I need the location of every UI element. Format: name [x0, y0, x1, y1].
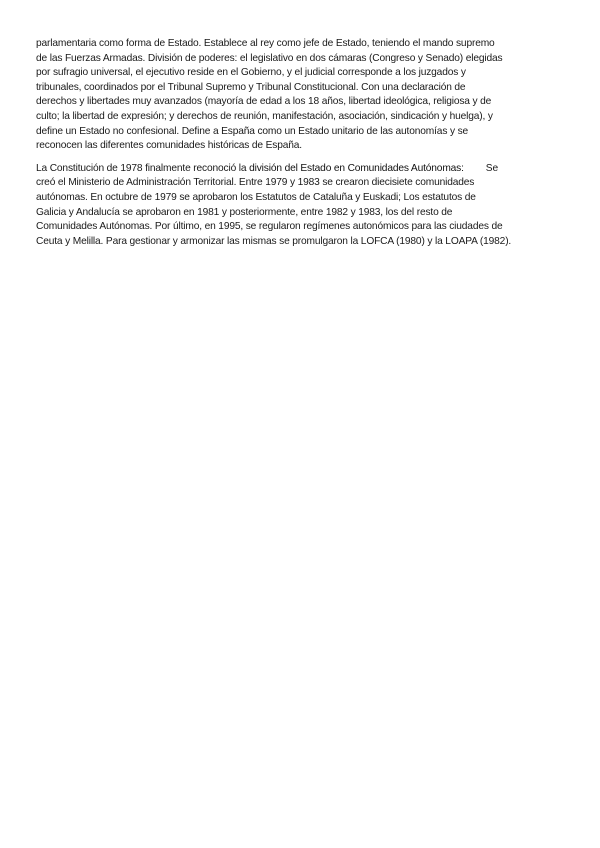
text-line: tribunales, coordinados por el Tribunal Supremo y Tribunal Constitucional. Con una declaración de: [36, 81, 466, 93]
text-line: Ceuta y Melilla. Para gestionar y armonizar las mismas se promulgaron la LOFCA (1980) y la LOAPA (1982).: [36, 235, 512, 247]
text-line: Comunidades Autónomas. Por último, en 1995, se regularon regímenes autonómicos para las ciudades de: [36, 221, 503, 233]
emphasized-phrase: división del Estado en Comunidades Autónomas:: [249, 162, 464, 174]
text-line-prefix: La Constitución de 1978 finalmente reconoció la: [36, 162, 250, 174]
text-line: por sufragio universal, el ejecutivo reside en el Gobierno, y el judicial corresponde a los juzgados y: [36, 67, 466, 79]
text-line: define un Estado no confesional. Define a España como un Estado unitario de las autonomías y se: [36, 125, 469, 137]
text-line: reconocen las diferentes comunidades históricas de España.: [36, 140, 302, 152]
text-line: de las Fuerzas Armadas. División de poderes: el legislativo en dos cámaras (Congreso y Senado) elegidas: [36, 52, 503, 64]
text-line: parlamentaria como forma de Estado. Establece al rey como jefe de Estado, teniendo el mando supremo: [36, 38, 495, 49]
paragraph-constitution-summary: [36, 37, 566, 154]
text-line: derechos y libertades muy avanzados (mayoría de edad a los 18 años, libertad ideológica, religiosa y de: [36, 96, 492, 108]
text-line: culto; la libertad de expresión; y derechos de reunión, manifestación, asociación, sindicación y huelga), y: [36, 110, 493, 122]
text-line: autónomas. En octubre de 1979 se aprobaron los Estatutos de Cataluña y Euskadi; Los estatutos de: [36, 191, 476, 203]
text-line: creó el Ministerio de Administración Territorial. Entre 1979 y 1983 se crearon diecisiete comunidades: [36, 177, 475, 189]
document-body: [36, 37, 566, 249]
text-line-suffix: Se: [485, 162, 498, 174]
text-line: Galicia y Andalucía se aprobaron en 1981 y posteriormente, entre 1982 y 1983, los del resto de: [36, 206, 453, 218]
paragraph-autonomous-communities: [36, 162, 566, 250]
